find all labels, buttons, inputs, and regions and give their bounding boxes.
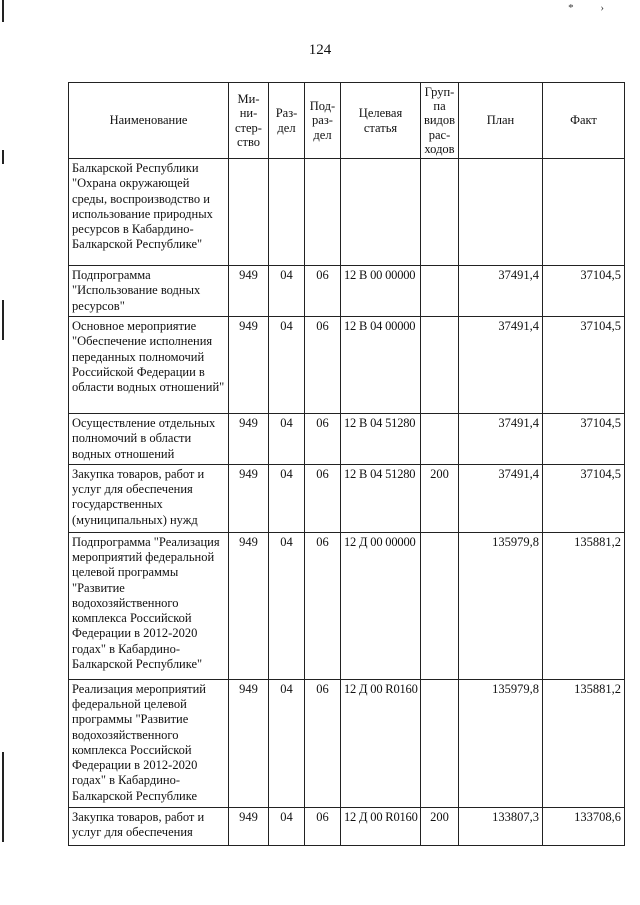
cell-plan: 37491,4 [459, 266, 543, 317]
header-subsection: Под- раз- дел [305, 83, 341, 159]
cell-name: Закупка товаров, работ и услуг для обеспечения государственных (муниципальных) нужд [69, 464, 229, 532]
cell-target: 12 Д 00 R0160 [341, 807, 421, 845]
cell-group [421, 679, 459, 807]
cell-subsection: 06 [305, 464, 341, 532]
table-row [69, 807, 625, 845]
margin-mark [2, 0, 4, 22]
cell-section: 04 [269, 317, 305, 414]
cell-group: 200 [421, 807, 459, 845]
table-row [69, 532, 625, 679]
cell-fact: 37104,5 [543, 464, 625, 532]
cell-fact: 37104,5 [543, 317, 625, 414]
cell-subsection: 06 [305, 414, 341, 465]
cell-fact: 135881,2 [543, 532, 625, 679]
cell-subsection: 06 [305, 317, 341, 414]
cell-target [341, 159, 421, 266]
header-group: Груп- па видов рас- ходов [421, 83, 459, 159]
budget-table [68, 82, 625, 846]
header-name: Наименование [69, 83, 229, 159]
cell-subsection [305, 159, 341, 266]
cell-group [421, 159, 459, 266]
header-section: Раз- дел [269, 83, 305, 159]
table-row [69, 159, 625, 266]
cell-section: 04 [269, 807, 305, 845]
table-row [69, 414, 625, 465]
cell-group [421, 532, 459, 679]
cell-ministry: 949 [229, 266, 269, 317]
cell-section: 04 [269, 464, 305, 532]
table-row [69, 317, 625, 414]
table-row [69, 464, 625, 532]
cell-fact: 37104,5 [543, 414, 625, 465]
table-header-row [69, 83, 625, 159]
table-row [69, 266, 625, 317]
cell-section: 04 [269, 266, 305, 317]
header-plan: План [459, 83, 543, 159]
cell-name: Балкарской Республики "Охрана окружающей среды, воспроизводство и использование природных ресурсов в Кабардино-Балкарской Республике" [69, 159, 229, 266]
cell-plan: 133807,3 [459, 807, 543, 845]
cell-fact: 135881,2 [543, 679, 625, 807]
cell-subsection: 06 [305, 679, 341, 807]
cell-plan: 135979,8 [459, 679, 543, 807]
cell-plan: 37491,4 [459, 464, 543, 532]
header-ministry: Ми- ни- стер- ство [229, 83, 269, 159]
cell-ministry [229, 159, 269, 266]
cell-target: 12 В 04 51280 [341, 464, 421, 532]
cell-name: Осуществление отдельных полномочий в области водных отношений [69, 414, 229, 465]
cell-section: 04 [269, 532, 305, 679]
cell-ministry: 949 [229, 464, 269, 532]
cell-group: 200 [421, 464, 459, 532]
cell-section: 04 [269, 414, 305, 465]
cell-name: Подпрограмма "Реализация мероприятий федеральной целевой программы "Развитие водохозяйственного комплекса Российской Федерации в 2012-2020 годах" в Кабардино-Балкарской Республике" [69, 532, 229, 679]
cell-plan [459, 159, 543, 266]
cell-target: 12 Д 00 R0160 [341, 679, 421, 807]
header-fact: Факт [543, 83, 625, 159]
margin-mark [2, 150, 4, 164]
cell-subsection: 06 [305, 532, 341, 679]
cell-subsection: 06 [305, 807, 341, 845]
cell-fact [543, 159, 625, 266]
cell-ministry: 949 [229, 679, 269, 807]
header-target: Целевая статья [341, 83, 421, 159]
cell-ministry: 949 [229, 414, 269, 465]
cell-name: Подпрограмма "Использование водных ресурсов" [69, 266, 229, 317]
cell-ministry: 949 [229, 807, 269, 845]
cell-section [269, 159, 305, 266]
cell-plan: 37491,4 [459, 317, 543, 414]
margin-mark [2, 300, 4, 340]
cell-name: Реализация мероприятий федеральной целевой программы "Развитие водохозяйственного комплекса Российской Федерации в 2012-2020 годах" в Кабардино-Балкарской Республике [69, 679, 229, 807]
cell-fact: 37104,5 [543, 266, 625, 317]
cell-target: 12 Д 00 00000 [341, 532, 421, 679]
table-row [69, 679, 625, 807]
cell-ministry: 949 [229, 532, 269, 679]
cell-plan: 37491,4 [459, 414, 543, 465]
cell-target: 12 В 04 51280 [341, 414, 421, 465]
cell-fact: 133708,6 [543, 807, 625, 845]
cell-group [421, 414, 459, 465]
cell-plan: 135979,8 [459, 532, 543, 679]
cell-target: 12 В 04 00000 [341, 317, 421, 414]
cell-subsection: 06 [305, 266, 341, 317]
corner-mark: * › [568, 2, 616, 14]
cell-group [421, 266, 459, 317]
cell-name: Закупка товаров, работ и услуг для обеспечения [69, 807, 229, 845]
margin-mark [2, 752, 4, 842]
cell-name: Основное мероприятие "Обеспечение исполнения переданных полномочий Российской Федерации в области водных отношений" [69, 317, 229, 414]
cell-group [421, 317, 459, 414]
cell-section: 04 [269, 679, 305, 807]
page-number: 124 [308, 42, 332, 58]
cell-target: 12 В 00 00000 [341, 266, 421, 317]
cell-ministry: 949 [229, 317, 269, 414]
